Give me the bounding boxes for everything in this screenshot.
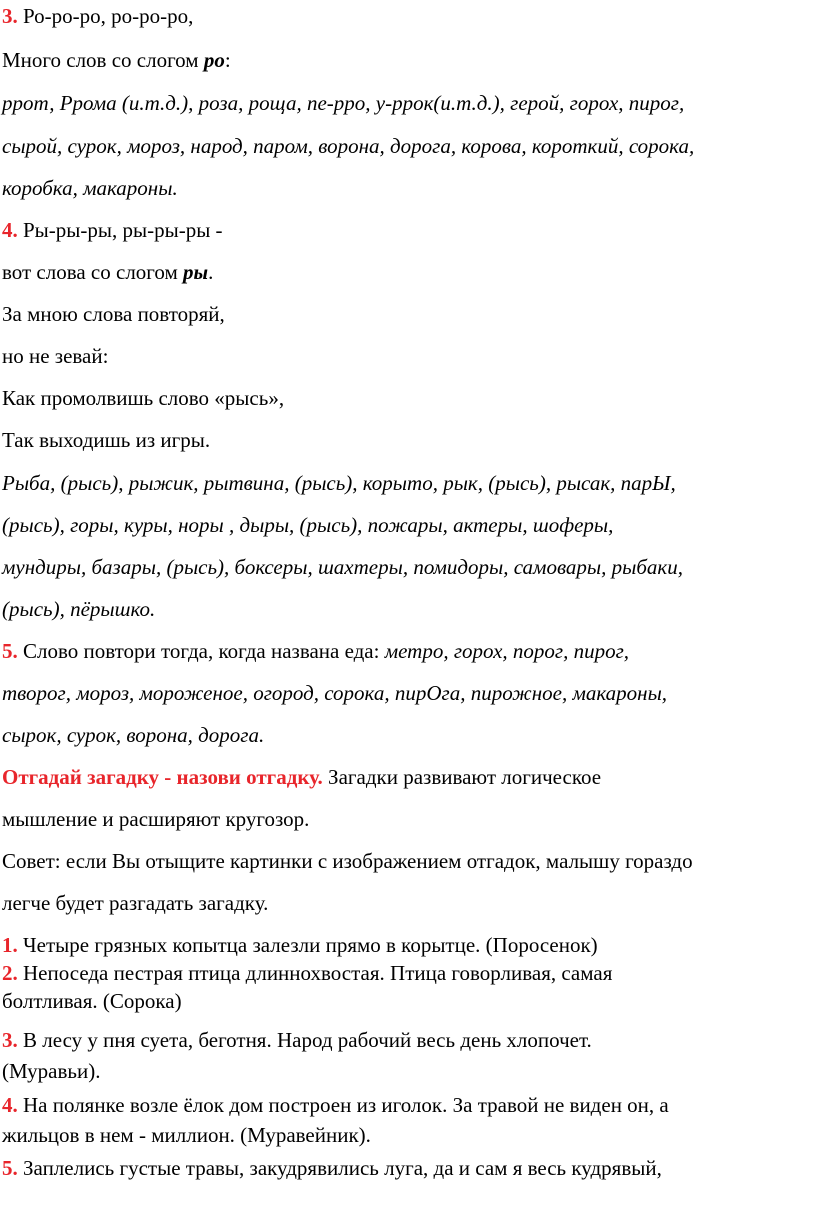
section-4-words-4: (рысь), пёрышко. xyxy=(2,597,156,621)
section-4-line-1: 4. Ры-ры-ры, ры-ры-ры - xyxy=(2,218,223,242)
section-3-line-2: Много слов со слогом ро: xyxy=(2,48,231,72)
advice-line-1: Совет: если Вы отыщите картинки с изображением отгадок, малышу гораздо xyxy=(2,849,693,873)
riddle-3-line-1: 3. В лесу у пня суета, беготня. Народ рабочий весь день хлопочет. xyxy=(2,1028,592,1052)
syllable-ro: ро xyxy=(203,48,225,72)
riddle-1-line-1: 1. Четыре грязных копытца залезли прямо в корытце. (Поросенок) xyxy=(2,933,598,957)
riddles-intro-line-2: мышление и расширяют кругозор. xyxy=(2,807,310,831)
section-4-verse-1: За мною слова повторяй, xyxy=(2,302,225,326)
section-4-verse-2: но не зевай: xyxy=(2,344,109,368)
riddle-1-number: 1. xyxy=(2,933,18,957)
section-5-words-1: творог, мороз, мороженое, огород, сорока, пирОга, пирожное, макароны, xyxy=(2,681,668,705)
advice-line-2: легче будет разгадать загадку. xyxy=(2,891,269,915)
section-4-words-2: (рысь), горы, куры, норы , дыры, (рысь), пожары, актеры, шоферы, xyxy=(2,513,614,537)
section-4-verse-3: Как промолвишь слово «рысь», xyxy=(2,386,285,410)
riddle-3-number: 3. xyxy=(2,1028,18,1052)
riddle-2-line-2: болтливая. (Сорока) xyxy=(2,989,182,1013)
section-3-verse-1: Ро-ро-ро, ро-ро-ро, xyxy=(23,4,194,28)
syllable-ry: ры xyxy=(183,260,209,284)
section-4-words-1: Рыба, (рысь), рыжик, рытвина, (рысь), корыто, рык, (рысь), рысак, парЫ, xyxy=(2,471,676,495)
section-3-line-1 xyxy=(2,3,193,29)
section-3-words-1: ррот, Ррома (и.т.д.), роза, роща, пе-рро, у-ррок(и.т.д.), герой, горох, пирог, xyxy=(2,91,685,115)
riddle-4-number: 4. xyxy=(2,1093,18,1117)
riddle-4-line-2: жильцов в нем - миллион. (Муравейник). xyxy=(2,1123,371,1147)
riddle-5-number: 5. xyxy=(2,1156,18,1180)
section-5-number: 5. xyxy=(2,639,18,663)
riddles-heading: Отгадай загадку - назови отгадку. xyxy=(2,765,323,789)
section-3-number: 3. xyxy=(2,4,18,28)
riddle-2-line-1: 2. Непоседа пестрая птица длиннохвостая. Птица говорливая, самая xyxy=(2,961,613,985)
riddle-3-line-2: (Муравьи). xyxy=(2,1059,101,1083)
section-4-line-2: вот слова со слогом ры. xyxy=(2,260,214,284)
riddle-5-line-1: 5. Заплелись густые травы, закудрявились луга, да и сам я весь кудрявый, xyxy=(2,1156,662,1180)
section-5-words-2: сырок, сурок, ворона, дорога. xyxy=(2,723,265,747)
section-4-words-3: мундиры, базары, (рысь), боксеры, шахтеры, помидоры, самовары, рыбаки, xyxy=(2,555,684,579)
section-4-number: 4. xyxy=(2,218,18,242)
section-3-words-2: сырой, сурок, мороз, народ, паром, ворона, дорога, корова, короткий, сорока, xyxy=(2,134,695,158)
section-5-line-1: 5. Слово повтори тогда, когда названа еда: метро, горох, порог, пирог, xyxy=(2,639,630,663)
riddle-4-line-1: 4. На полянке возле ёлок дом построен из иголок. За травой не виден он, а xyxy=(2,1093,669,1117)
section-4-verse-4: Так выходишь из игры. xyxy=(2,428,211,452)
riddles-intro-line-1: Отгадай загадку - назови отгадку. Загадки развивают логическое xyxy=(2,765,602,789)
section-3-words-3: коробка, макароны. xyxy=(2,176,178,200)
riddle-2-number: 2. xyxy=(2,961,18,985)
